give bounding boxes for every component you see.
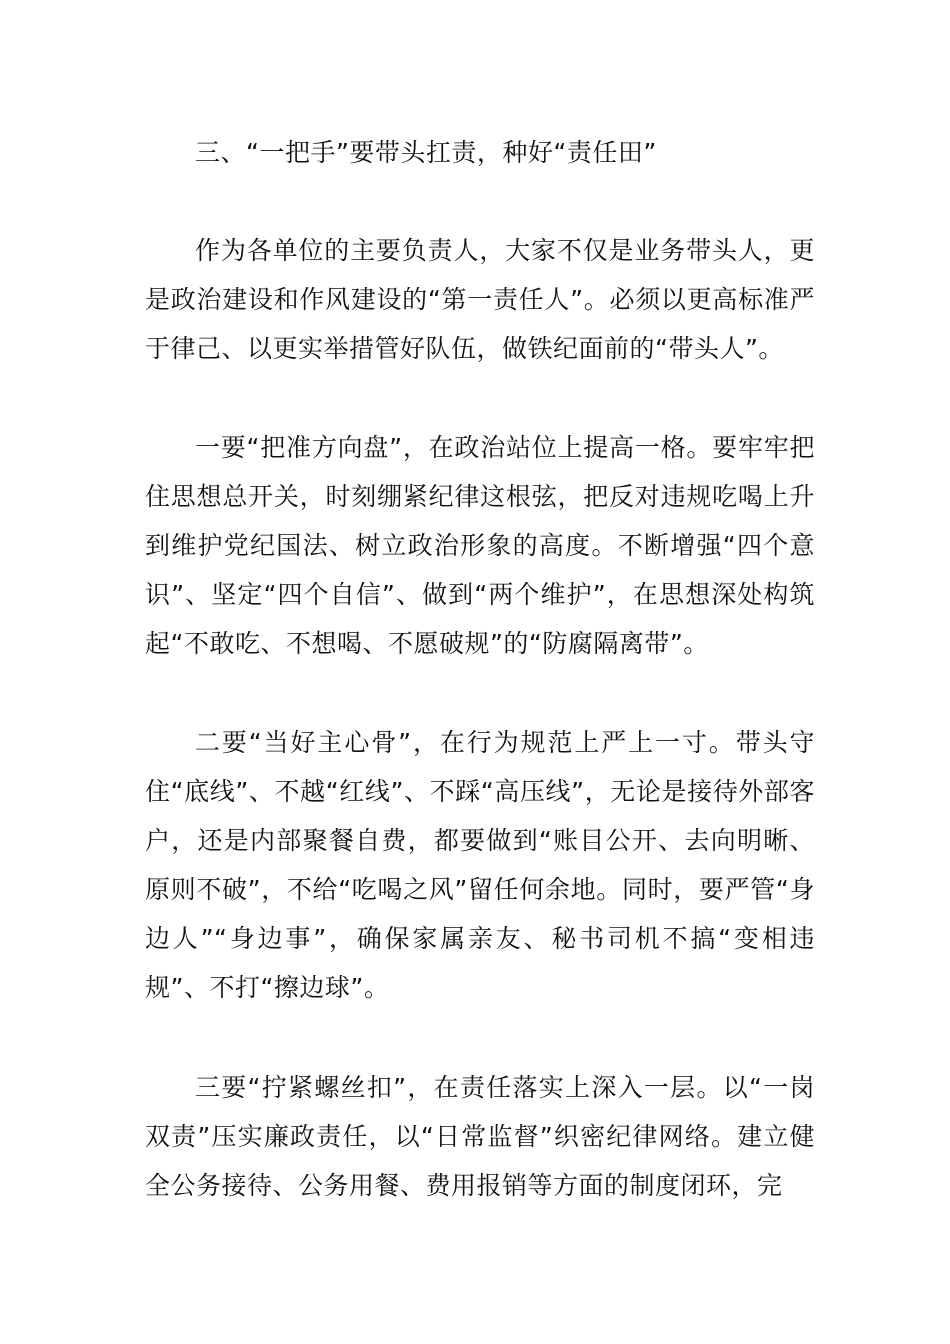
section-heading: 三、“一把手”要带头扛责，种好“责任田” [195, 138, 657, 167]
point-two-paragraph: 二要“当好主心骨”，在行为规范上严上一寸。带头守住“底线”、不越“红线”、不踩“高压线”，无论是接待外部客户，还是内部聚餐自费，都要做到“账目公开、去向明晰、原则不破”，不给“吃喝之风”留任何余地。同时，要严管“身边人”“身边事”，确保家属亲友、秘书司机不搞“变相违规”、不打“擦边球”。 [145, 728, 815, 1002]
point-three-paragraph: 三要“拧紧螺丝扣”，在责任落实上深入一层。以“一岗双责”压实廉政责任，以“日常监督”织密纪律网络。建立健全公务接待、公务用餐、费用报销等方面的制度闭环，完 [145, 1073, 815, 1200]
point-one-paragraph: 一要“把准方向盘”，在政治站位上提高一格。要牢牢把住思想总开关，时刻绷紧纪律这根弦，把反对违规吃喝上升到维护党纪国法、树立政治形象的高度。不断增强“四个意识”、坚定“四个自信”、做到“两个维护”，在思想深处构筑起“不敢吃、不想喝、不愿破规”的“防腐隔离带”。 [145, 433, 815, 658]
intro-paragraph: 作为各单位的主要负责人，大家不仅是业务带头人，更是政治建设和作风建设的“第一责任人”。必须以更高标准严于律己、以更实举措管好队伍，做铁纪面前的“带头人”。 [145, 236, 815, 363]
